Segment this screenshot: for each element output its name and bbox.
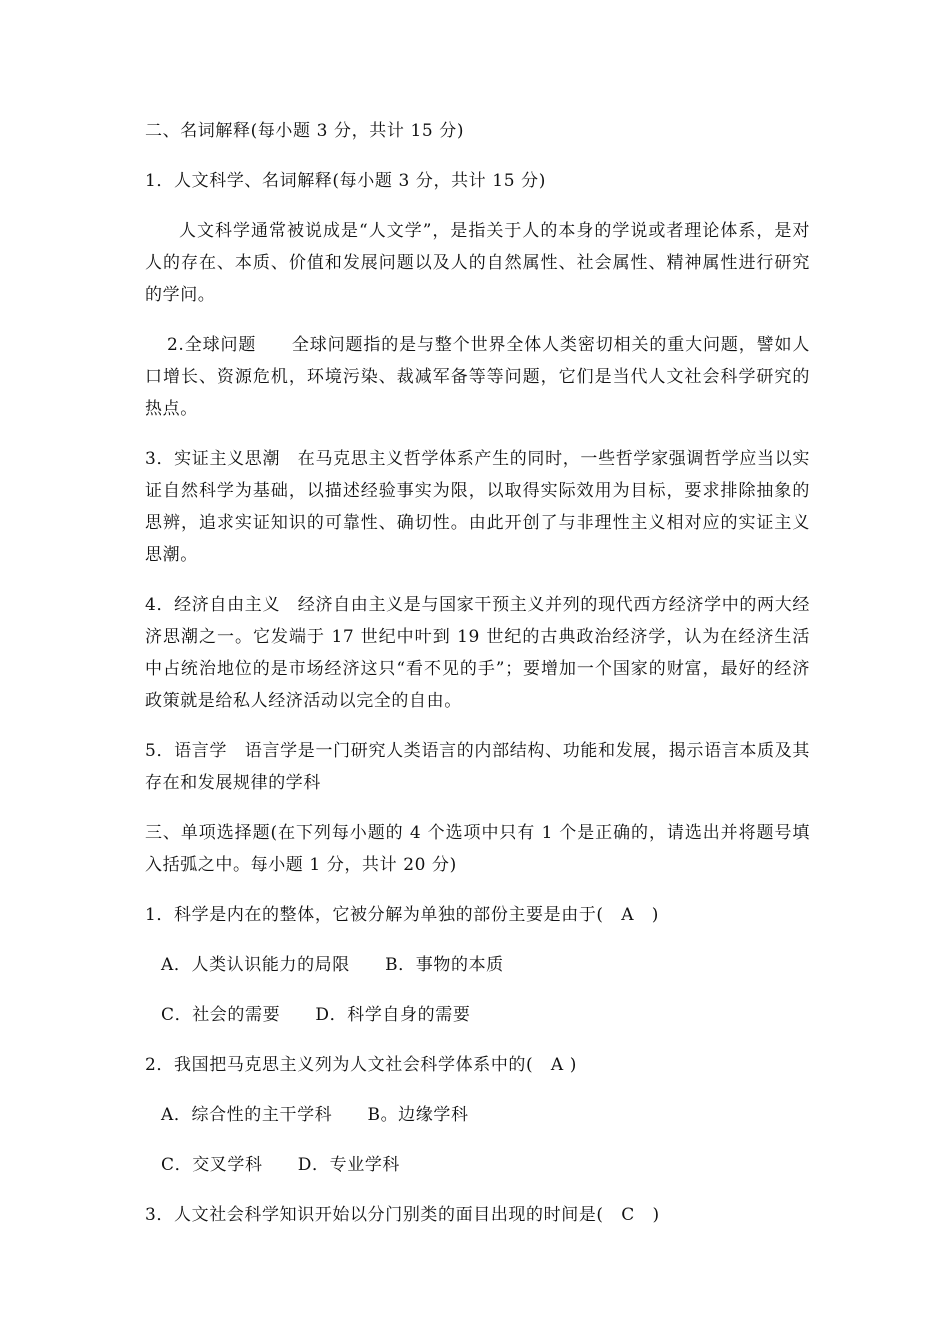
question-2-options-cd: C．交叉学科 D．专业学科 [161, 1155, 401, 1175]
section-heading-terms: 二、名词解释(每小题 3 分，共计 15 分) [145, 121, 465, 141]
question-1-options-cd: C．社会的需要 D．科学自身的需要 [161, 1005, 471, 1025]
document-page [145, 115, 810, 1249]
term-item-4: 4．经济自由主义 经济自由主义是与国家干预主义并列的现代西方经济学中的两大经济思潮之一。它发端于 17 世纪中叶到 19 世纪的古典政治经济学，认为在经济生活中占统治地位的是市场经济这只“看不见的手”；要增加一个国家的财富，最好的经济政策就是给私人经济活动以完全的自由。 [145, 595, 810, 711]
section-heading-choice: 三、单项选择题(在下列每小题的 4 个选项中只有 1 个是正确的，请选出并将题号填入括弧之中。每小题 1 分，共计 20 分) [145, 823, 810, 875]
term-item-1-body: 人文科学通常被说成是“人文学”，是指关于人的本身的学说或者理论体系，是对人的存在、本质、价值和发展问题以及人的自然属性、社会属性、精神属性进行研究的学问。 [145, 221, 810, 305]
term-item-1-title: 1．人文科学、名词解释(每小题 3 分，共计 15 分) [145, 171, 546, 191]
question-2: 2．我国把马克思主义列为人文社会科学体系中的( A ) [145, 1055, 577, 1075]
term-item-3: 3．实证主义思潮 在马克思主义哲学体系产生的同时，一些哲学家强调哲学应当以实证自然科学为基础，以描述经验事实为限，以取得实际效用为目标，要求排除抽象的思辨，追求实证知识的可靠性、确切性。由此开创了与非理性主义相对应的实证主义思潮。 [145, 449, 810, 565]
question-2-options-ab: A．综合性的主干学科 B。边缘学科 [161, 1105, 469, 1125]
term-item-2: 2.全球问题 全球问题指的是与整个世界全体人类密切相关的重大问题，譬如人口增长、资源危机，环境污染、裁减军备等等问题，它们是当代人文社会科学研究的热点。 [145, 335, 810, 419]
question-1: 1．科学是内在的整体，它被分解为单独的部份主要是由于( A ) [145, 905, 659, 925]
term-item-5: 5．语言学 语言学是一门研究人类语言的内部结构、功能和发展，揭示语言本质及其存在和发展规律的学科 [145, 741, 810, 793]
question-1-options-ab: A．人类认识能力的局限 B．事物的本质 [161, 955, 504, 975]
question-3: 3．人文社会科学知识开始以分门别类的面目出现的时间是( C ) [145, 1205, 660, 1225]
